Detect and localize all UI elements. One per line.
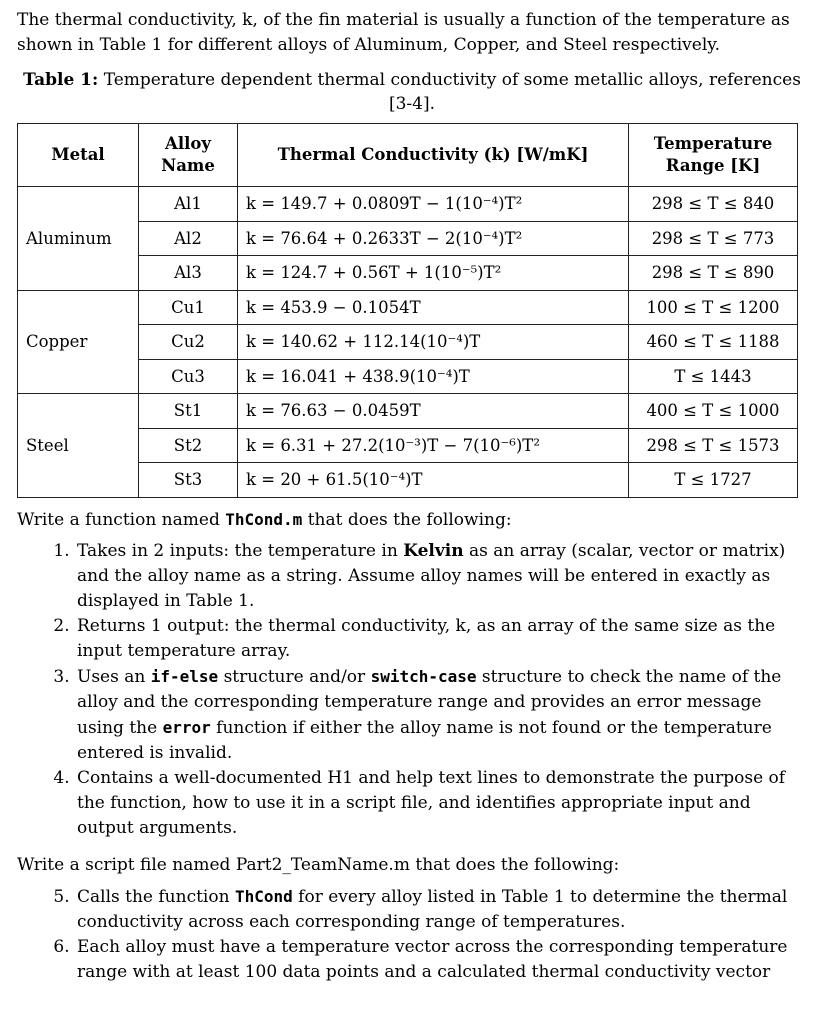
table-row (18, 290, 798, 325)
alloy-cell: St2 (139, 428, 238, 463)
range-cell: 298 ≤ T ≤ 840 (629, 187, 798, 222)
requirement-item (75, 664, 807, 766)
requirement-text: Takes in 2 inputs: the temperature in (77, 540, 404, 561)
function-file-name: ThCond.m (225, 509, 303, 529)
requirement-item (75, 614, 807, 664)
section1-after: that does the following: (302, 509, 512, 530)
formula-cell: k = 124.7 + 0.56T + 1(10⁻⁵)T² (238, 256, 629, 291)
requirement-text: function if either the alloy name is not found or the temperature entered is invalid. (77, 717, 772, 763)
header-alloy-name: Alloy Name (139, 124, 238, 187)
alloy-cell: Al2 (139, 221, 238, 256)
alloy-cell: Al1 (139, 187, 238, 222)
formula-cell: k = 76.64 + 0.2633T − 2(10⁻⁴)T² (238, 221, 629, 256)
script-requirements-list (17, 884, 807, 985)
header-thermal-conductivity: Thermal Conductivity (k) [W/mK] (238, 124, 629, 187)
document-page (17, 8, 807, 985)
alloy-cell: St1 (139, 394, 238, 429)
function-instructions (17, 507, 807, 533)
script-instructions: Write a script file named Part2_TeamName.m that does the following: (17, 854, 620, 875)
formula-cell: k = 20 + 61.5(10⁻⁴)T (238, 463, 629, 498)
formula-cell: k = 149.7 + 0.0809T − 1(10⁻⁴)T² (238, 187, 629, 222)
alloy-cell: Cu3 (139, 359, 238, 394)
requirement-text: as an array (scalar, vector or matrix) and the alloy name as a string. Assume alloy names will be entered in exactly as displayed in Table 1. (77, 540, 786, 611)
requirement-text: Contains a well-documented H1 and help text lines to demonstrate the purpose of the function, how to use it in a script file, and identifies appropriate input and output arguments. (77, 767, 786, 838)
intro-paragraph: The thermal conductivity, k, of the fin material is usually a function of the temperature as shown in Table 1 for different alloys of Aluminum, Copper, and Steel respectively. (17, 10, 790, 55)
table-caption-text: Temperature dependent thermal conductivity of some metallic alloys, references [3-4]. (98, 70, 801, 114)
requirement-text: Each alloy must have a temperature vector across the corresponding temperature range with at least 100 data points and a calculated thermal conductivity vector (77, 936, 788, 982)
alloy-cell: Cu1 (139, 290, 238, 325)
header-temperature-range: Temperature Range [K] (629, 124, 798, 187)
range-cell: 460 ≤ T ≤ 1188 (629, 325, 798, 360)
section1-before: Write a function named (17, 509, 226, 530)
metal-cell: Steel (18, 394, 139, 498)
header-metal: Metal (18, 124, 139, 187)
formula-cell: k = 6.31 + 27.2(10⁻³)T − 7(10⁻⁶)T² (238, 428, 629, 463)
emphasis-text: Kelvin (403, 540, 464, 561)
requirement-text: Returns 1 output: the thermal conductivity, k, as an array of the same size as the input temperature array. (77, 615, 776, 661)
requirement-item (75, 935, 807, 985)
code-keyword: if-else (150, 666, 219, 686)
alloy-cell: St3 (139, 463, 238, 498)
range-cell: 100 ≤ T ≤ 1200 (629, 290, 798, 325)
table-body (18, 187, 798, 498)
table-header-row (18, 124, 798, 187)
requirement-text: Uses an (77, 666, 151, 687)
table-row (18, 394, 798, 429)
requirement-item (75, 539, 807, 614)
table-row (18, 187, 798, 222)
requirement-text: structure to check the name of the alloy and the corresponding temperature range and provides an error message using the (77, 666, 782, 738)
range-cell: T ≤ 1443 (629, 359, 798, 394)
range-cell: 298 ≤ T ≤ 773 (629, 221, 798, 256)
function-requirements-list (17, 539, 807, 841)
code-keyword: switch-case (370, 666, 477, 686)
formula-cell: k = 453.9 − 0.1054T (238, 290, 629, 325)
alloy-cell: Cu2 (139, 325, 238, 360)
range-cell: 298 ≤ T ≤ 1573 (629, 428, 798, 463)
alloy-cell: Al3 (139, 256, 238, 291)
requirement-item (75, 884, 807, 935)
formula-cell: k = 16.041 + 438.9(10⁻⁴)T (238, 359, 629, 394)
code-keyword: ThCond (234, 886, 293, 906)
requirement-item (75, 766, 807, 841)
metal-cell: Copper (18, 290, 139, 394)
requirement-text: structure and/or (218, 666, 371, 687)
table-caption (17, 68, 807, 116)
table-caption-label: Table 1: (23, 70, 99, 90)
range-cell: 298 ≤ T ≤ 890 (629, 256, 798, 291)
range-cell: T ≤ 1727 (629, 463, 798, 498)
formula-cell: k = 140.62 + 112.14(10⁻⁴)T (238, 325, 629, 360)
metal-cell: Aluminum (18, 187, 139, 291)
conductivity-table (17, 123, 798, 498)
formula-cell: k = 76.63 − 0.0459T (238, 394, 629, 429)
requirement-text: Calls the function (77, 886, 235, 907)
range-cell: 400 ≤ T ≤ 1000 (629, 394, 798, 429)
code-keyword: error (162, 717, 211, 737)
requirement-text: for every alloy listed in Table 1 to determine the thermal conductivity across each corresponding range of temperatures. (77, 886, 788, 932)
